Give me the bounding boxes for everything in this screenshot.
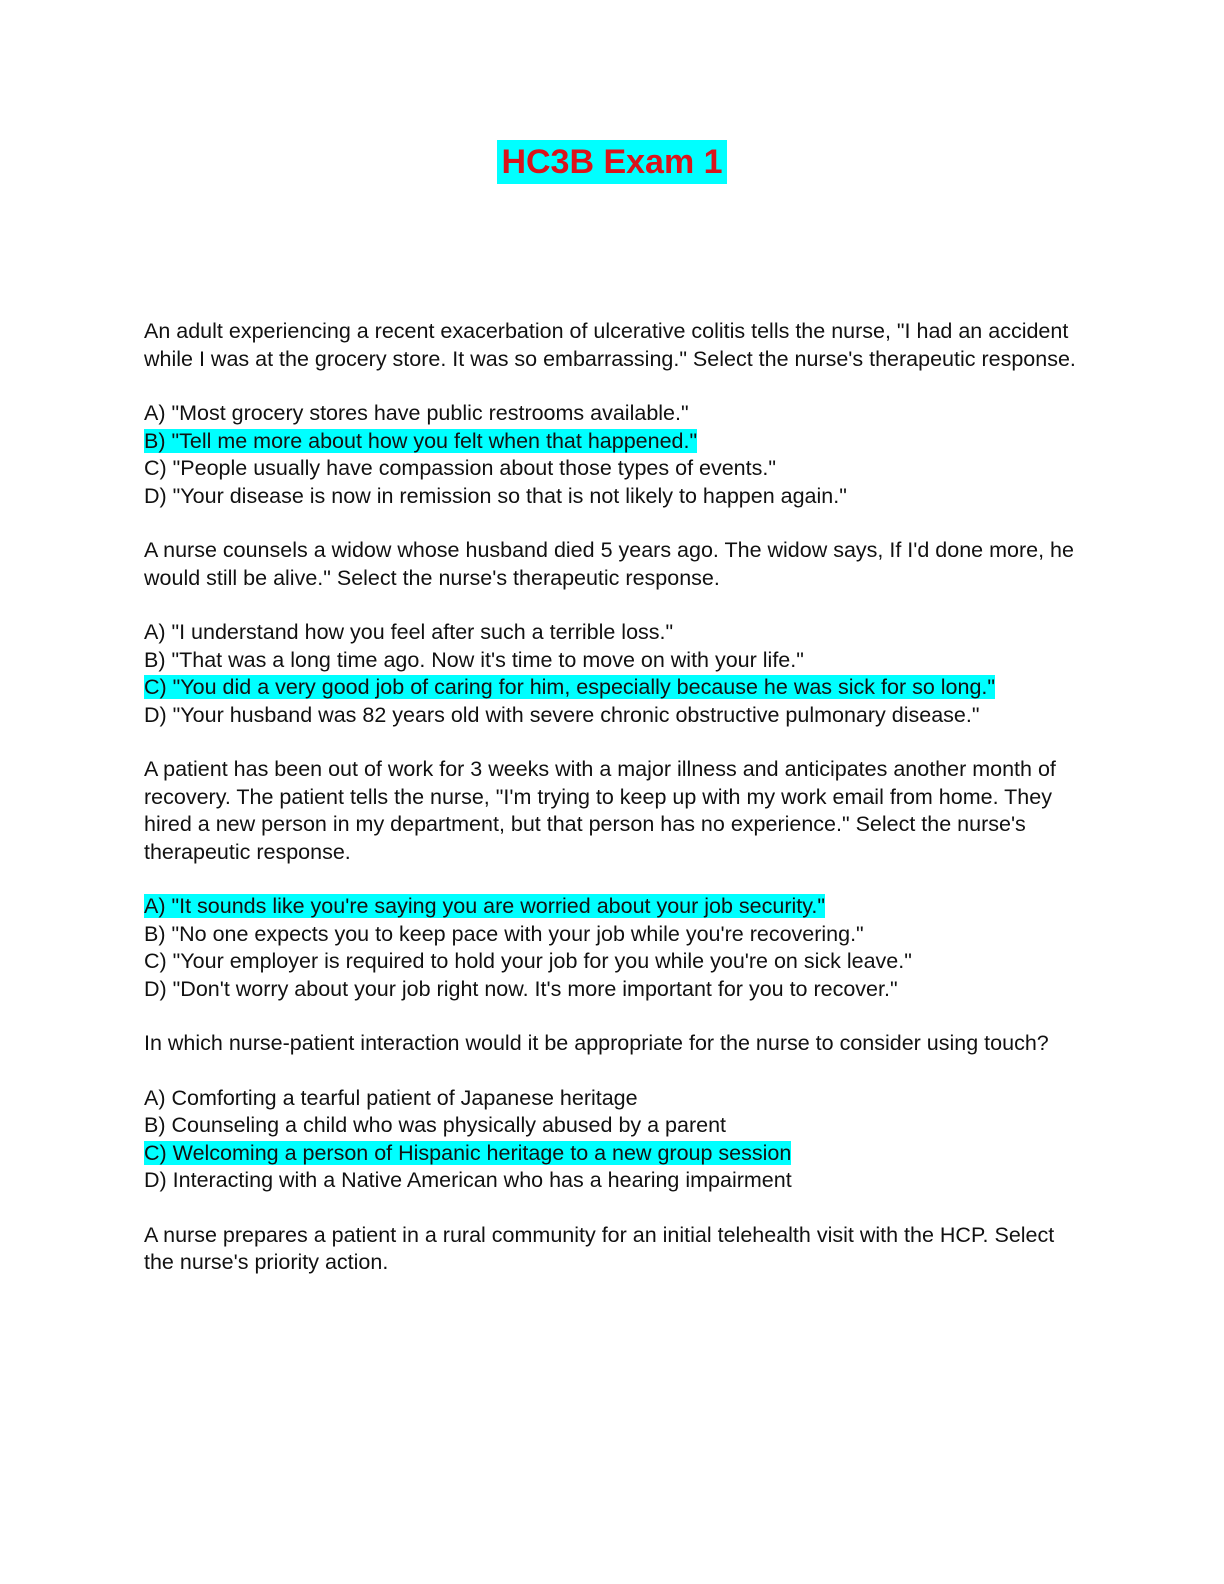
question-block	[144, 537, 1084, 729]
answer-option	[144, 948, 1084, 976]
question-text: In which nurse-patient interaction would it be appropriate for the nurse to consider using touch?	[144, 1031, 1049, 1055]
question-block	[144, 318, 1084, 510]
question-list	[144, 318, 1084, 1304]
answer-option	[144, 647, 1084, 675]
answer-option	[144, 893, 1084, 921]
page-title: HC3B Exam 1	[497, 140, 726, 184]
answer-option	[144, 921, 1084, 949]
answer-text: A) Comforting a tearful patient of Japanese heritage	[144, 1085, 638, 1110]
answer-option	[144, 619, 1084, 647]
highlighted-answer: A) "It sounds like you're saying you are worried about your job security."	[144, 894, 826, 918]
answer-text: B) "No one expects you to keep pace with your job while you're recovering."	[144, 921, 864, 946]
answer-text: D) Interacting with a Native American who has a hearing impairment	[144, 1168, 792, 1192]
answer-text: B) "That was a long time ago. Now it's time to move on with your life."	[144, 647, 804, 672]
title-container	[0, 140, 1224, 184]
question-block	[144, 756, 1084, 1003]
answer-text: D) "Your disease is now in remission so that is not likely to happen again."	[144, 483, 847, 508]
highlighted-answer: C) "You did a very good job of caring for him, especially because he was sick for so long."	[144, 675, 996, 699]
question-block	[144, 1030, 1084, 1195]
answer-option	[144, 455, 1084, 483]
answer-text: D) "Don't worry about your job right now. It's more important for you to recover."	[144, 976, 898, 1001]
question-block	[144, 1222, 1084, 1277]
answer-option	[144, 1140, 1084, 1168]
highlighted-answer: B) "Tell me more about how you felt when that happened."	[144, 428, 698, 453]
answer-text: A) "I understand how you feel after such a terrible loss."	[144, 620, 674, 644]
question-text: A patient has been out of work for 3 weeks with a major illness and anticipates another month of recovery. The patient tells the nurse, "I'm trying to keep up with my work email from home. They hired a new person in my department, but that person has no experience." Select the nurse's therapeutic response.	[144, 757, 1056, 864]
answer-option	[144, 1112, 1084, 1140]
question-text: A nurse counsels a widow whose husband died 5 years ago. The widow says, If I'd done more, he would still be alive." Select the nurse's therapeutic response.	[144, 538, 1074, 590]
question-text: An adult experiencing a recent exacerbation of ulcerative colitis tells the nurse, "I had an accident while I was at the grocery store. It was so embarrassing." Select the nurse's therapeutic response.	[144, 319, 1076, 371]
answer-option	[144, 674, 1084, 702]
answer-text: A) "Most grocery stores have public restrooms available."	[144, 401, 689, 425]
question-text: A nurse prepares a patient in a rural community for an initial telehealth visit with the HCP. Select the nurse's priority action.	[144, 1222, 1055, 1274]
answer-option	[144, 702, 1084, 730]
highlighted-answer: C) Welcoming a person of Hispanic heritage to a new group session	[144, 1140, 792, 1165]
answer-option	[144, 483, 1084, 511]
answer-option	[144, 1167, 1084, 1195]
answer-option	[144, 976, 1084, 1004]
answer-text: C) "Your employer is required to hold your job for you while you're on sick leave."	[144, 949, 912, 973]
answer-text: D) "Your husband was 82 years old with severe chronic obstructive pulmonary disease."	[144, 702, 980, 727]
answer-option	[144, 400, 1084, 428]
answer-option	[144, 1085, 1084, 1113]
answer-text: C) "People usually have compassion about those types of events."	[144, 456, 776, 480]
answer-text: B) Counseling a child who was physically abused by a parent	[144, 1113, 727, 1137]
answer-option	[144, 428, 1084, 456]
